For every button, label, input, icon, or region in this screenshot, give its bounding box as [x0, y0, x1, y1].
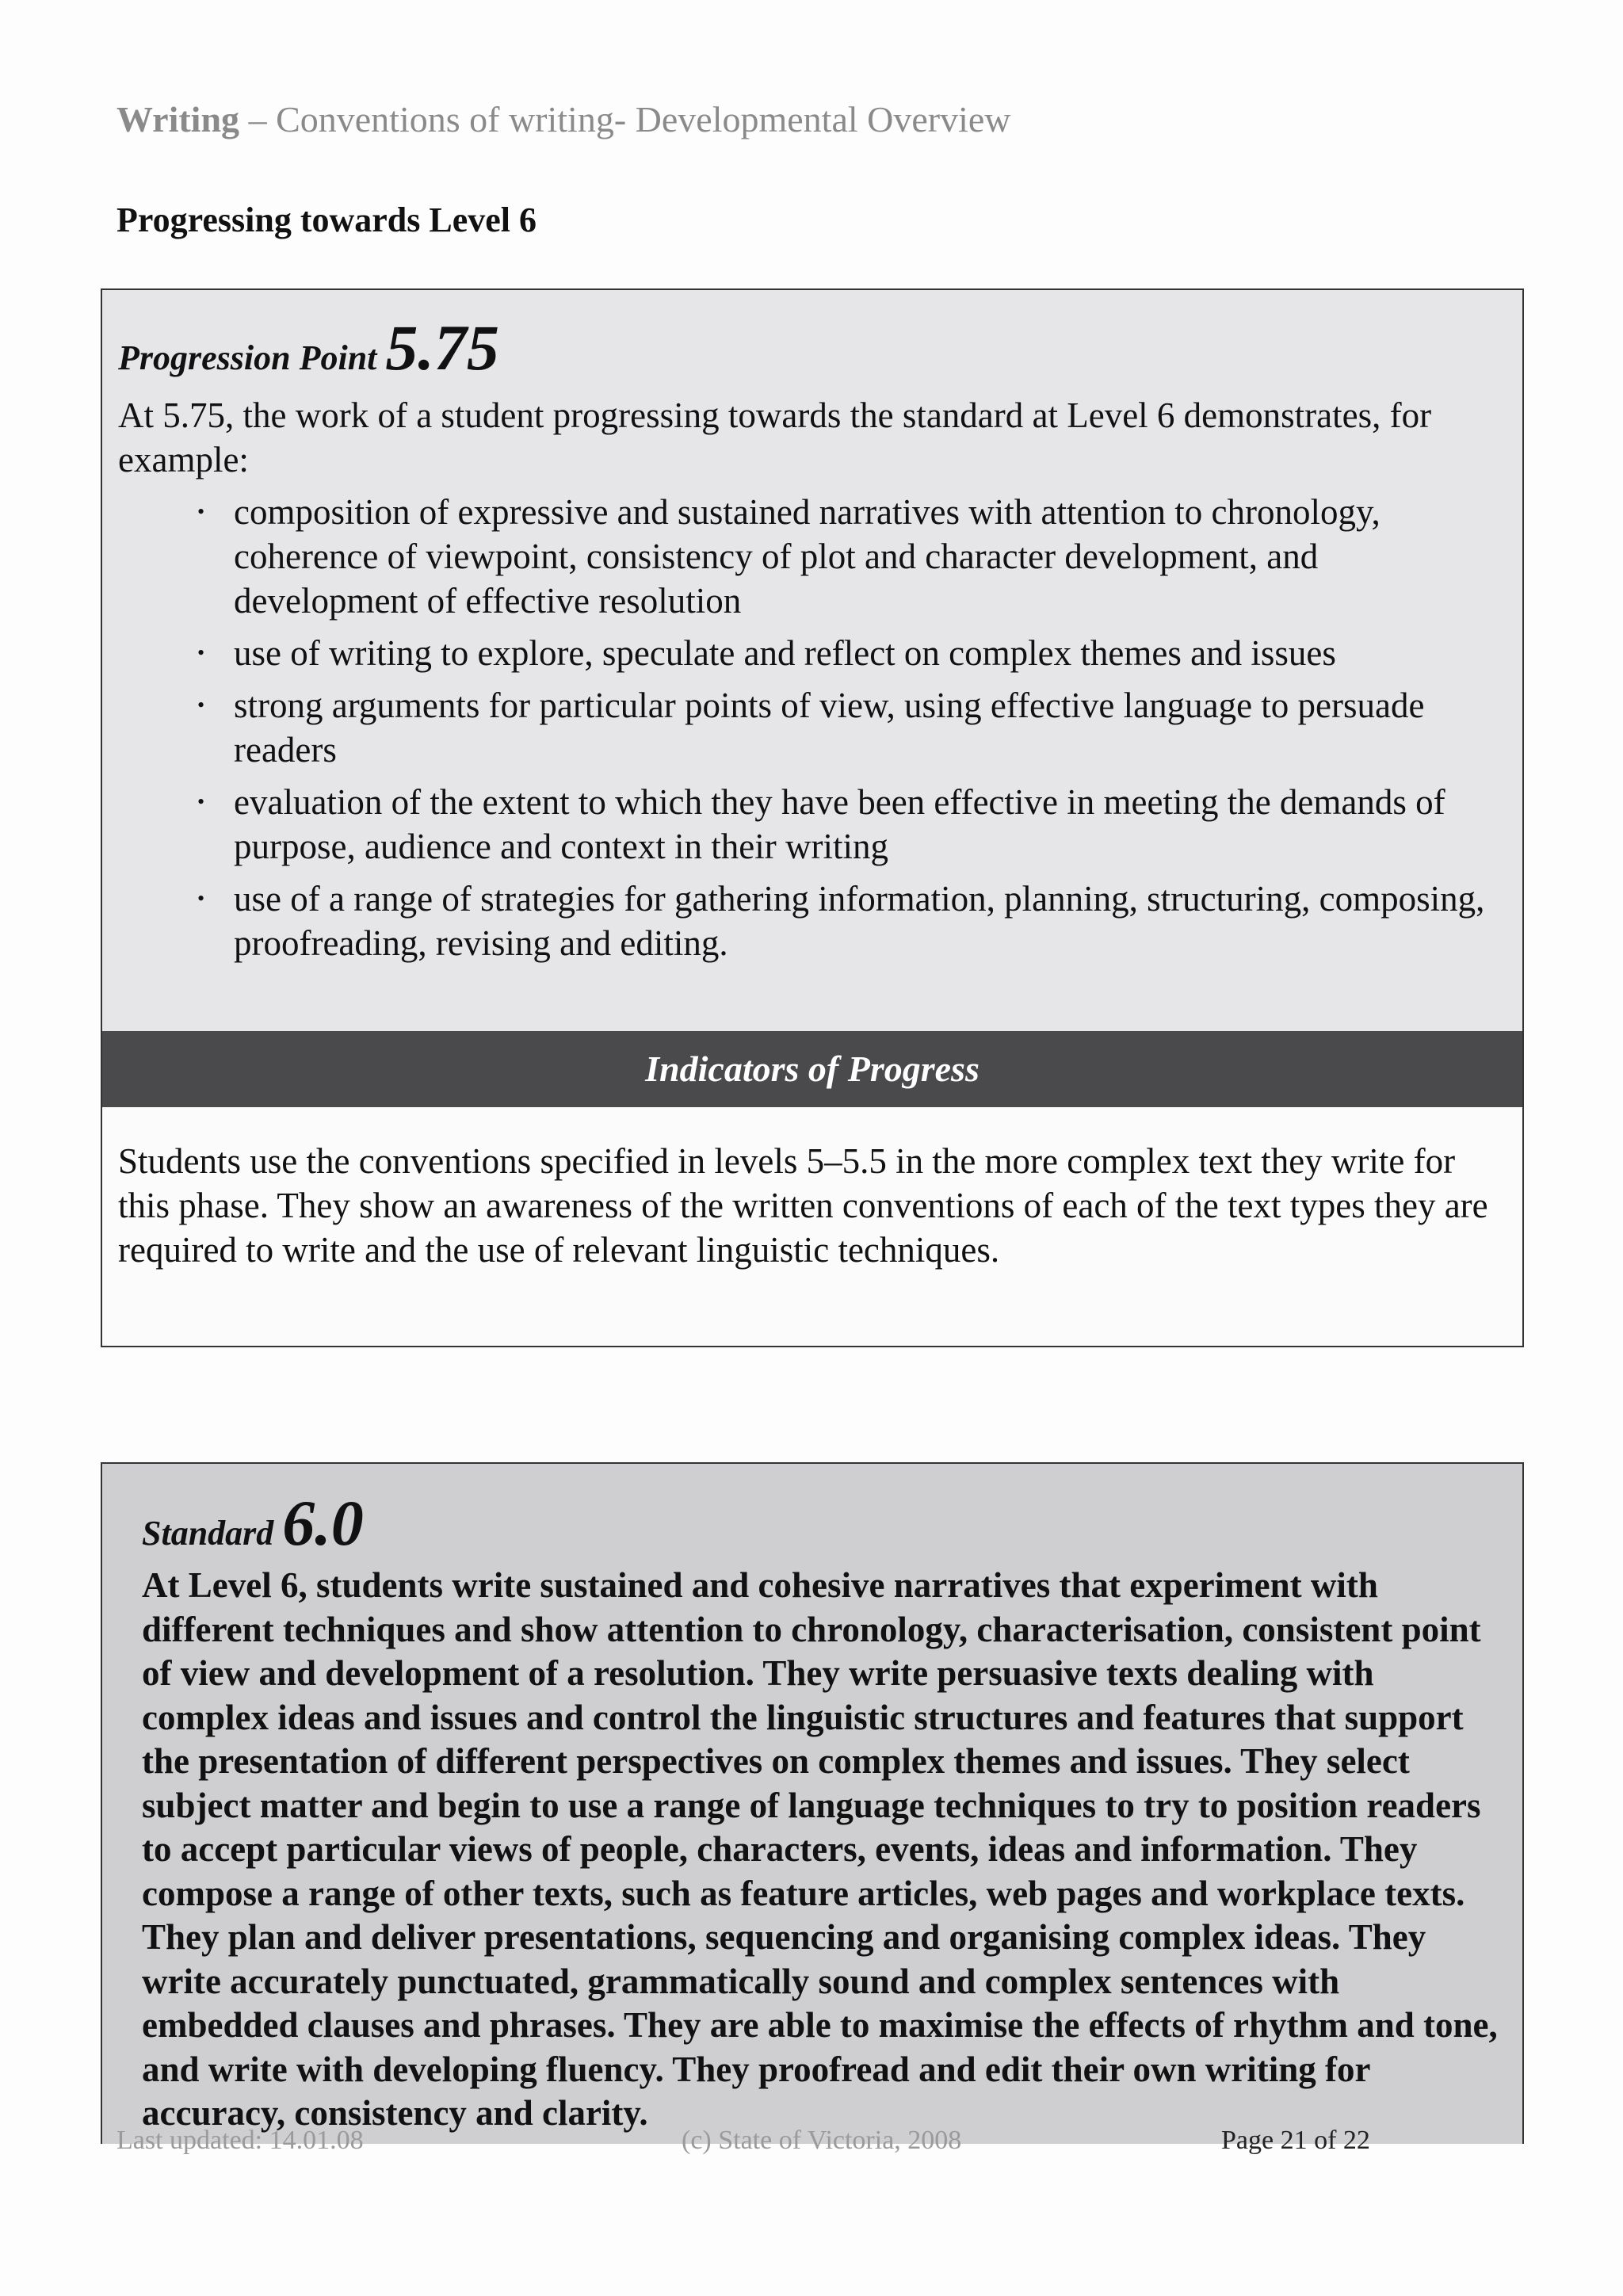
header-title: – Conventions of writing- Developmental Overview: [239, 99, 1011, 139]
footer-page-number: Page 21 of 22: [1221, 2126, 1370, 2155]
section-heading: Progressing towards Level 6: [116, 201, 537, 239]
footer-last-updated: Last updated: 14.01.08: [116, 2126, 364, 2155]
list-item: • strong arguments for particular points of view, using effective language to persuade readers: [118, 683, 1507, 772]
progression-point-label: Progression Point: [118, 338, 377, 377]
bullet-icon: •: [197, 790, 205, 813]
indicators-of-progress-heading: Indicators of Progress: [102, 1031, 1522, 1107]
progression-point-title: [118, 312, 1507, 385]
progression-point-box: [101, 288, 1524, 1347]
standard-number: 6.0: [282, 1487, 364, 1559]
progression-intro: At 5.75, the work of a student progressing towards the standard at Level 6 demonstrates, for example:: [118, 395, 1432, 479]
standard-label: Standard: [142, 1514, 274, 1553]
bullet-icon: •: [197, 887, 205, 910]
progression-point-content: [102, 290, 1522, 1031]
list-item: • use of writing to explore, speculate and reflect on complex themes and issues: [118, 631, 1507, 675]
list-item: • evaluation of the extent to which they have been effective in meeting the demands of purpose, audience and context in their writing: [118, 780, 1507, 869]
page-header: [116, 98, 1011, 140]
list-item: • use of a range of strategies for gathering information, planning, structuring, composing, proofreading, revising and editing.: [118, 877, 1507, 965]
standard-title: [142, 1488, 1499, 1561]
progression-point-number: 5.75: [385, 311, 499, 384]
standard-description: At Level 6, students write sustained and cohesive narratives that experiment with different techniques and show attention to chronology, characterisation, consistent point of view and development of a resolution. They write persuasive texts dealing with complex ideas and issues and control the linguistic structures and features that support the presentation of different perspectives on complex themes and issues. They select subject matter and begin to use a range of language techniques to try to position readers to accept particular views of people, characters, events, ideas and information. They compose a range of other texts, such as feature articles, web pages and workplace texts. They plan and deliver presentations, sequencing and organising complex ideas. They write accurately punctuated, grammatically sound and complex sentences with embedded clauses and phrases. They are able to maximise the effects of rhythm and tone, and write with developing fluency. They proofread and edit their own writing for accuracy, consistency and clarity.: [142, 1565, 1498, 2133]
progression-bullet-list: [118, 490, 1507, 965]
standard-box: [101, 1462, 1524, 2144]
footer-copyright: (c) State of Victoria, 2008: [682, 2126, 962, 2155]
list-item: • composition of expressive and sustained narratives with attention to chronology, coherence of viewpoint, consistency of plot and character development, and development of effective resolution: [118, 490, 1507, 623]
indicators-of-progress-text: Students use the conventions specified in levels 5–5.5 in the more complex text they write for this phase. They show an awareness of the written conventions of each of the text types they are required to write and the use of relevant linguistic techniques.: [118, 1141, 1488, 1270]
bullet-icon: •: [197, 641, 205, 664]
header-subject: Writing: [116, 99, 240, 139]
bullet-icon: •: [197, 693, 205, 716]
bullet-icon: •: [197, 500, 205, 523]
